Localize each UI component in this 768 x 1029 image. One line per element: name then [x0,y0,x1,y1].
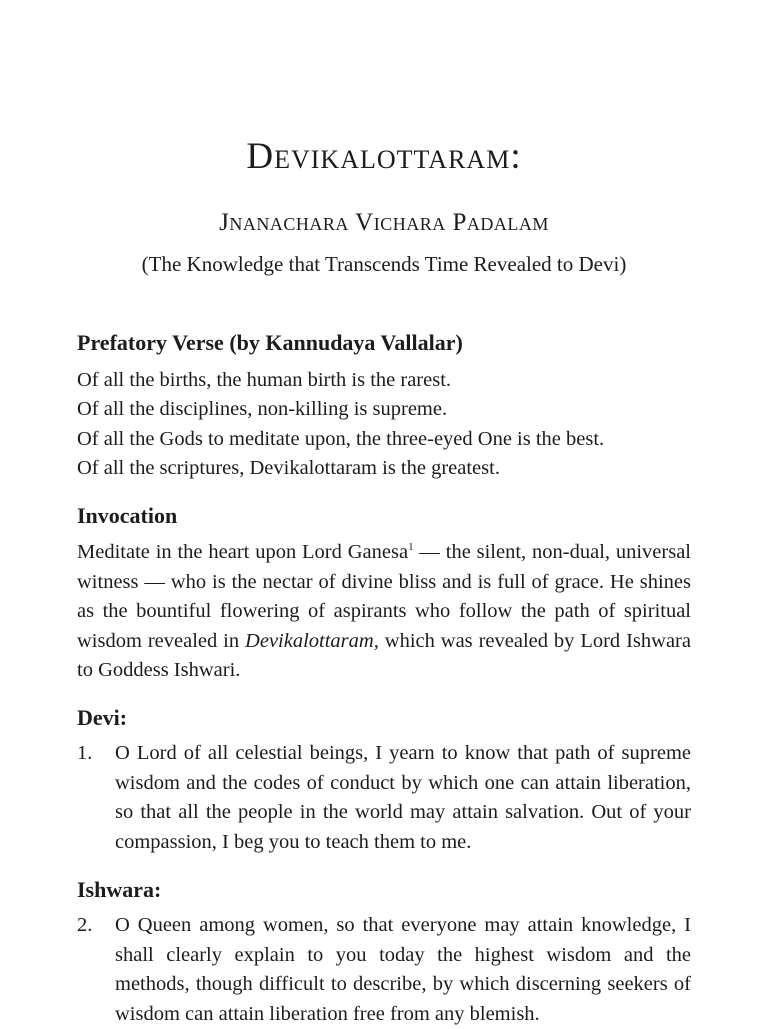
invocation-text: — the silent, non-dual, universal witness — who is the nectar of divine bliss and is full of grace. He shines as the bountiful flowering of aspirants who follow the path of spiritual wisdom revealed in [77,541,691,652]
invocation-italic-title: Devikalottaram, [245,629,379,652]
prefatory-verse [77,366,697,483]
invocation-text: Meditate in the heart upon Lord Ganesa [77,541,409,563]
verse-line: Of all the disciplines, non-killing is supreme. [77,398,448,421]
page-subtitle: Jnanachara Vichara Padalam [219,209,549,236]
footnote-marker: 1 [408,541,414,554]
speaker-heading-ishwara: Ishwara: [77,877,162,902]
verse-number: 2. [77,914,93,936]
invocation-paragraph [77,538,691,686]
verse-number: 1. [77,742,93,764]
page-title: Devikalottaram: [246,136,522,177]
verse-text: O Queen among women, so that everyone may attain knowledge, I shall clearly explain to you today the highest wisdom and the methods, though difficult to describe, by which discerning seekers of wisdom can attain liberation free from any blemish. [115,914,691,1025]
verse-line: Of all the scriptures, Devikalottaram is the greatest. [77,456,500,479]
verse-line: Of all the Gods to meditate upon, the three-eyed One is the best. [77,427,605,450]
speaker-heading-devi: Devi: [77,705,128,730]
invocation-heading: Invocation [77,503,178,528]
verse-text: O Lord of all celestial beings, I yearn to know that path of supreme wisdom and the codes of conduct by which one can attain liberation, so that all the people in the world may attain salvation. Out of your compassion, I beg you to teach them to me. [115,742,691,853]
verse-line: Of all the births, the human birth is the rarest. [77,369,452,391]
invocation-text: which was revealed by Lord Ishwara to Goddess Ishwari. [77,629,691,681]
prefatory-verse-heading: Prefatory Verse (by Kannudaya Vallalar) [77,330,463,355]
page-tagline: (The Knowledge that Transcends Time Revealed to Devi) [141,252,627,276]
